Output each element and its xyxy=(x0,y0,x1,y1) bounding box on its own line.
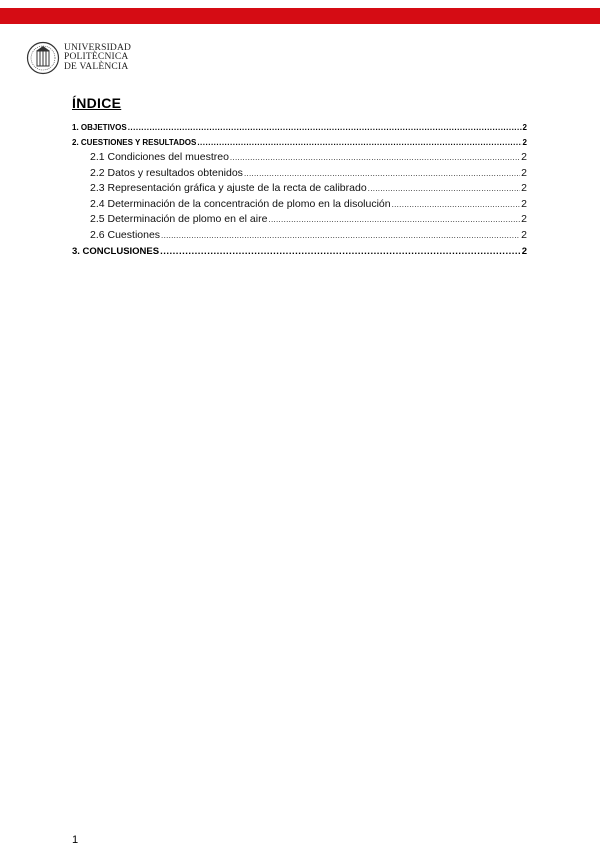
toc-entry-label: 2.1 Condiciones del muestreo xyxy=(90,150,229,166)
toc-entry-label: 2. CUESTIONES Y RESULTADOS xyxy=(72,135,196,150)
toc-entry-concentracion-plomo[interactable] xyxy=(72,197,527,213)
logo-line-2: POLITÈCNICA xyxy=(64,52,129,63)
toc-entry-page: 2 xyxy=(521,212,527,228)
university-seal-icon xyxy=(26,41,60,75)
toc-entry-page: 2 xyxy=(521,166,527,182)
toc-entry-datos-resultados[interactable] xyxy=(72,166,527,182)
university-name xyxy=(64,44,131,73)
toc-entry-page: 2 xyxy=(523,120,527,135)
toc-entry-plomo-aire[interactable] xyxy=(72,212,527,228)
toc-entry-page: 2 xyxy=(521,197,527,213)
toc-entry-label: 2.3 Representación gráfica y ajuste de la recta de calibrado xyxy=(90,181,367,197)
page-number: 1 xyxy=(72,834,79,846)
toc-entry-cuestiones[interactable] xyxy=(72,228,527,244)
toc-dot-leader xyxy=(230,150,520,166)
header-bar xyxy=(0,8,600,24)
toc-entry-page: 2 xyxy=(522,243,527,260)
toc-entry-condiciones-muestreo[interactable] xyxy=(72,150,527,166)
toc-entry-page: 2 xyxy=(523,135,527,150)
toc-dot-leader xyxy=(197,135,521,150)
toc-entry-cuestiones-resultados[interactable] xyxy=(72,135,527,150)
logo-line-1: UNIVERSIDAD xyxy=(64,42,132,53)
toc-entry-conclusiones[interactable] xyxy=(72,243,527,260)
logo-line-3: DE VALÈNCIA xyxy=(64,61,129,72)
table-of-contents xyxy=(72,120,527,260)
toc-dot-leader xyxy=(368,181,520,197)
toc-entry-page: 2 xyxy=(521,150,527,166)
toc-entry-label: 2.6 Cuestiones xyxy=(90,228,160,244)
toc-dot-leader xyxy=(160,243,521,260)
toc-entry-label: 2.5 Determinación de plomo en el aire xyxy=(90,212,267,228)
toc-entry-label: 1. OBJETIVOS xyxy=(72,120,127,135)
toc-entry-objetivos[interactable] xyxy=(72,120,527,135)
toc-dot-leader xyxy=(128,120,522,135)
toc-entry-label: 3. CONCLUSIONES xyxy=(72,243,159,260)
toc-dot-leader xyxy=(244,166,520,182)
toc-title: ÍNDICE xyxy=(72,95,122,111)
toc-dot-leader xyxy=(268,212,520,228)
toc-entry-page: 2 xyxy=(521,181,527,197)
university-logo xyxy=(26,40,131,76)
toc-entry-page: 2 xyxy=(521,228,527,244)
toc-entry-label: 2.2 Datos y resultados obtenidos xyxy=(90,166,243,182)
toc-dot-leader xyxy=(392,197,521,213)
toc-dot-leader xyxy=(161,228,520,244)
toc-entry-label: 2.4 Determinación de la concentración de plomo en la disolución xyxy=(90,197,391,213)
toc-entry-representacion-grafica[interactable] xyxy=(72,181,527,197)
